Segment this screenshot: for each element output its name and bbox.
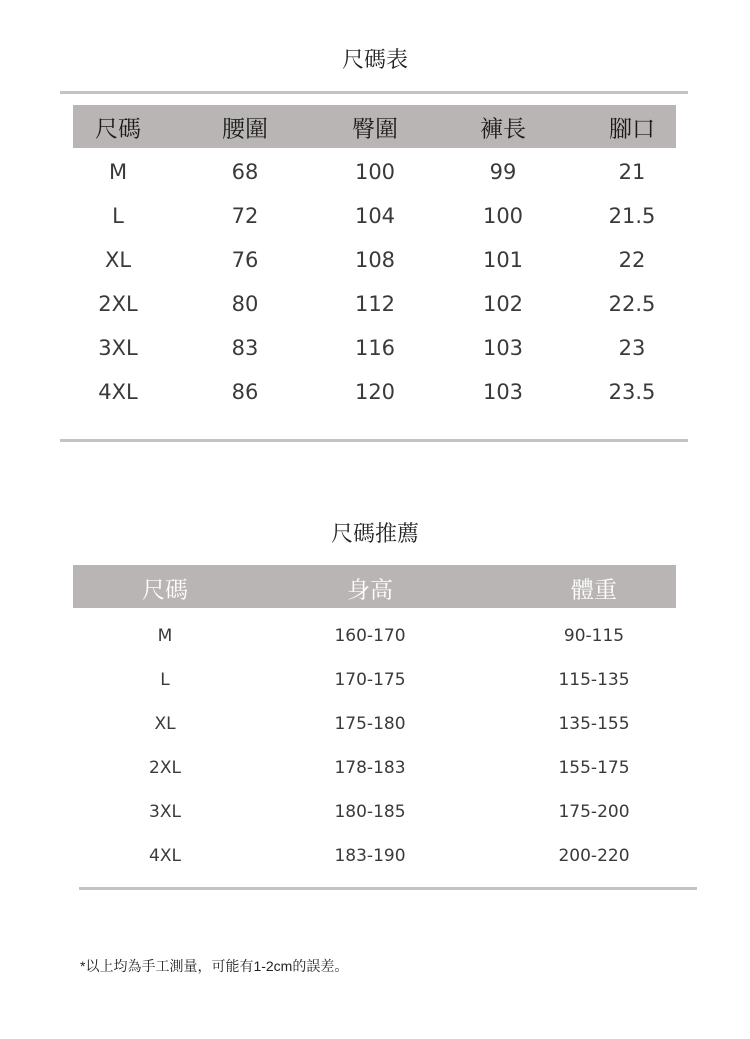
size-label: 4XL: [98, 380, 138, 404]
table-cell: 23: [618, 336, 646, 360]
size-label: 4XL: [149, 846, 181, 866]
table-cell: 180-185: [334, 802, 406, 822]
table-cell: 100: [354, 160, 396, 184]
table-cell: 155-175: [558, 758, 630, 778]
table-cell: 116: [354, 336, 396, 360]
column-header: 腰圍: [222, 116, 268, 143]
table-cell: 22: [618, 248, 646, 272]
table-cell: 135-155: [558, 714, 630, 734]
table-cell: 178-183: [334, 758, 406, 778]
table-cell: 103: [482, 380, 524, 404]
size-label: L: [160, 670, 170, 690]
column-header: 尺碼: [142, 577, 188, 604]
divider: [60, 91, 688, 94]
table-cell: 112: [354, 292, 396, 316]
table-cell: 23.5: [608, 380, 656, 404]
table-cell: 21: [618, 160, 646, 184]
size-label: M: [157, 626, 173, 646]
table-cell: 22.5: [608, 292, 656, 316]
size-label: XL: [104, 248, 132, 272]
table-cell: 160-170: [334, 626, 406, 646]
size-label: XL: [154, 714, 176, 734]
table-cell: 175-200: [558, 802, 630, 822]
table-cell: 102: [482, 292, 524, 316]
size-recommendation-title: 尺碼推薦: [330, 522, 419, 547]
column-header: 體重: [571, 577, 617, 604]
table-cell: 175-180: [334, 714, 406, 734]
measurement-footnote: *以上均為手工測量，可能有1-2cm的誤差。: [80, 958, 349, 974]
table-cell: 108: [354, 248, 396, 272]
table-cell: 83: [231, 336, 259, 360]
table-cell: 76: [231, 248, 259, 272]
table-cell: 100: [482, 204, 524, 228]
size-chart-title: 尺碼表: [341, 48, 408, 73]
column-header: 腳口: [609, 116, 655, 143]
size-label: 2XL: [149, 758, 181, 778]
table-cell: 80: [231, 292, 259, 316]
table-cell: 120: [354, 380, 396, 404]
table-cell: 72: [231, 204, 259, 228]
table-cell: 170-175: [334, 670, 406, 690]
table-cell: 183-190: [334, 846, 406, 866]
column-header: 褲長: [480, 116, 526, 143]
table-cell: 86: [231, 380, 259, 404]
size-label: 3XL: [98, 336, 138, 360]
size-label: 2XL: [98, 292, 138, 316]
table-cell: 21.5: [608, 204, 656, 228]
column-header: 尺碼: [95, 116, 141, 143]
divider: [60, 439, 688, 442]
table-cell: 90-115: [563, 626, 625, 646]
table-cell: 104: [354, 204, 396, 228]
table-cell: 101: [482, 248, 524, 272]
table-cell: 103: [482, 336, 524, 360]
column-header: 身高: [347, 577, 393, 604]
table-cell: 68: [231, 160, 259, 184]
column-header: 臀圍: [352, 116, 398, 143]
divider: [79, 887, 697, 890]
table-cell: 200-220: [558, 846, 630, 866]
table-cell: 99: [489, 160, 517, 184]
size-label: L: [112, 204, 124, 228]
size-label: M: [108, 160, 128, 184]
size-label: 3XL: [149, 802, 181, 822]
table-cell: 115-135: [558, 670, 630, 690]
